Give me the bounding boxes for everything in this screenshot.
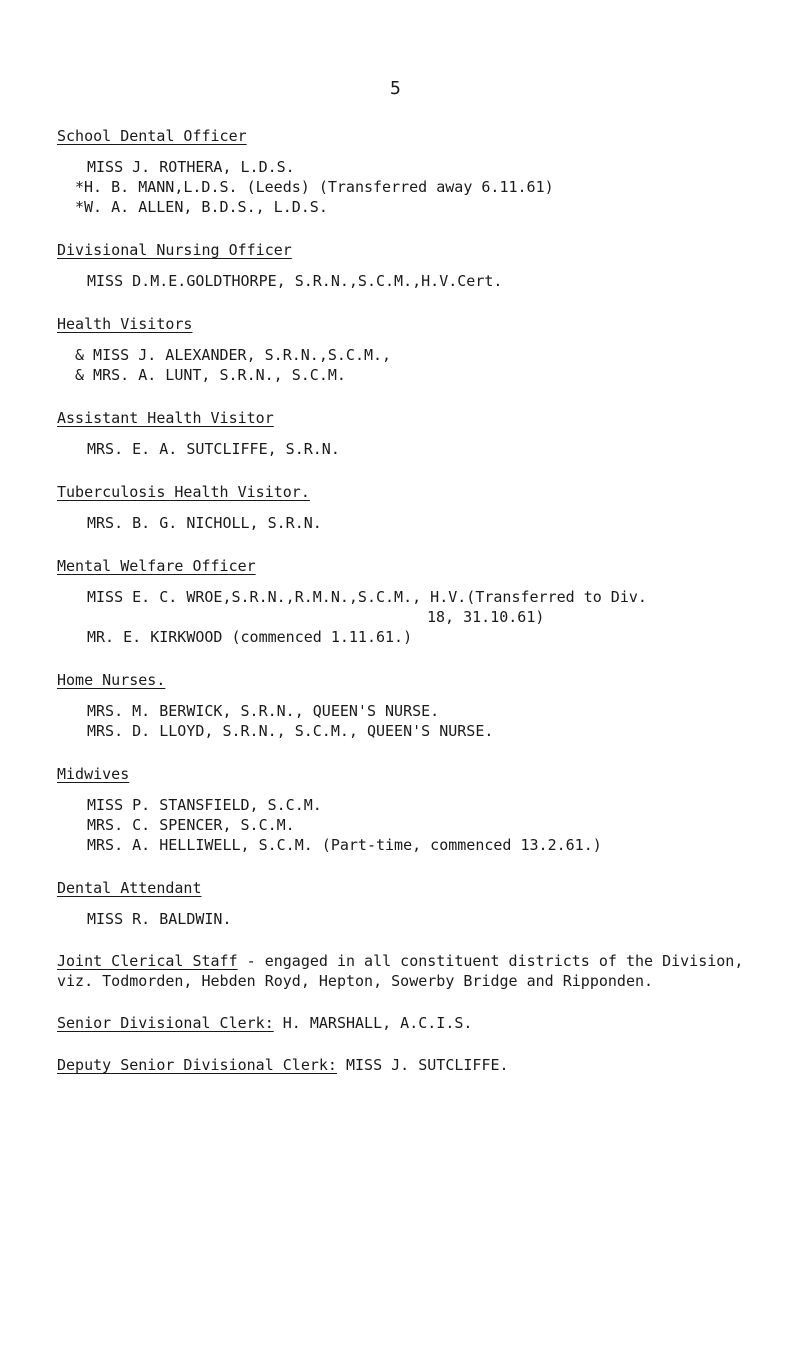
staff-entry: MRS. E. A. SUTCLIFFE, S.R.N. xyxy=(87,440,340,458)
section-home-nurses xyxy=(57,669,777,741)
staff-entry: MISS R. BALDWIN. xyxy=(87,910,232,928)
staff-entry: MRS. D. LLOYD, S.R.N., S.C.M., QUEEN'S NURSE. xyxy=(87,722,494,740)
deputy-clerk-name: MISS J. SUTCLIFFE. xyxy=(336,1056,509,1074)
deputy-clerk-line xyxy=(57,1055,777,1075)
section-heading: Dental Attendant xyxy=(57,879,202,897)
section-heading: School Dental Officer xyxy=(57,127,247,145)
senior-clerk-name: H. MARSHALL, A.C.I.S. xyxy=(273,1014,473,1032)
section-heading: Mental Welfare Officer xyxy=(57,557,256,575)
page-number: 5 xyxy=(390,78,401,99)
staff-entry: MRS. A. HELLIWELL, S.C.M. (Part-time, commenced 13.2.61.) xyxy=(87,836,602,854)
joint-clerical-text: - engaged in all constituent districts of the Division, viz. Todmorden, Hebden Royd, Hepton, Sowerby Bridge and Ripponden. xyxy=(57,952,744,990)
staff-entry: *W. A. ALLEN, B.D.S., L.D.S. xyxy=(75,198,328,216)
staff-entry: & MRS. A. LUNT, S.R.N., S.C.M. xyxy=(75,366,346,384)
section-health-visitors xyxy=(57,313,777,385)
section-midwives xyxy=(57,763,777,855)
section-assistant-health-visitor xyxy=(57,407,777,459)
section-heading: Midwives xyxy=(57,765,130,783)
section-heading: Tuberculosis Health Visitor. xyxy=(57,483,310,501)
section-heading: Assistant Health Visitor xyxy=(57,409,274,427)
senior-clerk-heading: Senior Divisional Clerk: xyxy=(57,1014,274,1032)
section-tuberculosis xyxy=(57,481,777,533)
staff-entry: *H. B. MANN,L.D.S. (Leeds) (Transferred away 6.11.61) xyxy=(75,178,554,196)
section-school-dental xyxy=(57,125,777,217)
staff-entry: & MISS J. ALEXANDER, S.R.N.,S.C.M., xyxy=(75,346,392,364)
staff-entry: MR. E. KIRKWOOD (commenced 1.11.61.) xyxy=(87,628,413,646)
section-heading: Home Nurses. xyxy=(57,671,166,689)
staff-list xyxy=(57,125,777,1097)
staff-entry: MRS. B. G. NICHOLL, S.R.N. xyxy=(87,514,322,532)
joint-clerical-heading: Joint Clerical Staff xyxy=(57,952,238,970)
staff-entry: MRS. M. BERWICK, S.R.N., QUEEN'S NURSE. xyxy=(87,702,440,720)
section-mental-welfare xyxy=(57,555,777,647)
section-heading: Health Visitors xyxy=(57,315,193,333)
staff-entry: MISS E. C. WROE,S.R.N.,R.M.N.,S.C.M., H.V.(Transferred to Div. xyxy=(87,588,647,606)
senior-clerk-line xyxy=(57,1013,777,1033)
joint-clerical-paragraph xyxy=(57,951,777,991)
staff-entry-continuation: 18, 31.10.61) xyxy=(427,608,545,626)
deputy-clerk-heading: Deputy Senior Divisional Clerk: xyxy=(57,1056,337,1074)
staff-entry: MRS. C. SPENCER, S.C.M. xyxy=(87,816,295,834)
section-dental-attendant xyxy=(57,877,777,929)
staff-entry: MISS P. STANSFIELD, S.C.M. xyxy=(87,796,322,814)
staff-entry: MISS J. ROTHERA, L.D.S. xyxy=(87,158,295,176)
section-divisional-nursing xyxy=(57,239,777,291)
section-heading: Divisional Nursing Officer xyxy=(57,241,292,259)
staff-entry: MISS D.M.E.GOLDTHORPE, S.R.N.,S.C.M.,H.V.Cert. xyxy=(87,272,503,290)
